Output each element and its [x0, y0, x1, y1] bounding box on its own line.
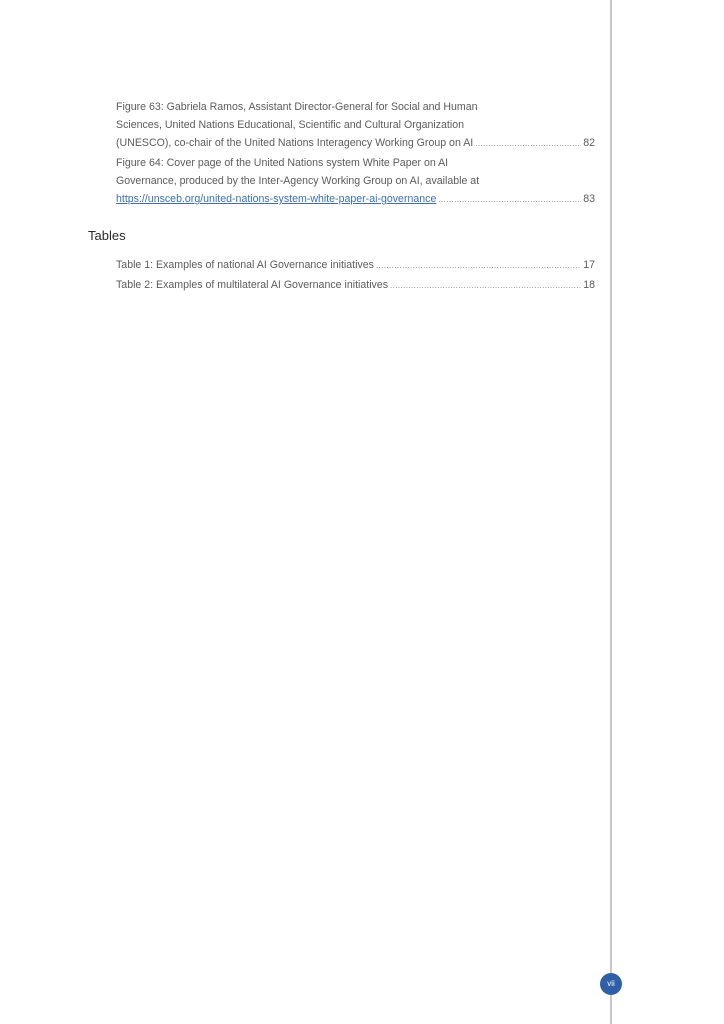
toc-page-number: 83: [583, 193, 595, 205]
section-heading-tables: Tables: [88, 228, 126, 243]
page-edge-rule: [610, 0, 612, 1024]
toc-entry-table-1[interactable]: [116, 256, 595, 275]
toc-entry-text: Governance, produced by the Inter-Agency Working Group on AI, available at: [116, 175, 480, 187]
toc-entry-text: Table 2: Examples of multilateral AI Governance initiatives: [116, 279, 389, 291]
toc-entry-table-2[interactable]: [116, 276, 595, 295]
toc-entry-line: [116, 134, 595, 153]
dot-leader: [390, 277, 581, 295]
toc-entry-figure-64[interactable]: [116, 154, 595, 209]
toc-entry-line: [116, 190, 595, 209]
toc-entry-line: [116, 276, 595, 295]
toc-entry-text: Figure 64: Cover page of the United Nations system White Paper on AI: [116, 157, 449, 169]
toc-entry-text: (UNESCO), co-chair of the United Nations Interagency Working Group on AI: [116, 137, 474, 149]
dot-leader: [376, 257, 581, 275]
toc-entry-line: [116, 256, 595, 275]
toc-entry-text: Figure 63: Gabriela Ramos, Assistant Director-General for Social and Human: [116, 101, 478, 113]
dot-leader: [438, 191, 581, 209]
page-number-badge: vii: [600, 973, 622, 995]
toc-entry-line: [116, 116, 595, 134]
toc-page-number: 18: [583, 279, 595, 291]
dot-leader: [475, 135, 581, 153]
toc-entry-figure-63[interactable]: [116, 98, 595, 153]
toc-page-number: 82: [583, 137, 595, 149]
toc-entry-text: Sciences, United Nations Educational, Scientific and Cultural Organization: [116, 119, 465, 131]
white-paper-link[interactable]: https://unsceb.org/united-nations-system-white-paper-ai-governance: [116, 193, 437, 205]
toc-entry-text: Table 1: Examples of national AI Governance initiatives: [116, 259, 374, 271]
toc-page-number: 17: [583, 259, 595, 271]
toc-entry-line: [116, 172, 595, 190]
toc-entry-line: [116, 98, 595, 116]
toc-entry-line: [116, 154, 595, 172]
